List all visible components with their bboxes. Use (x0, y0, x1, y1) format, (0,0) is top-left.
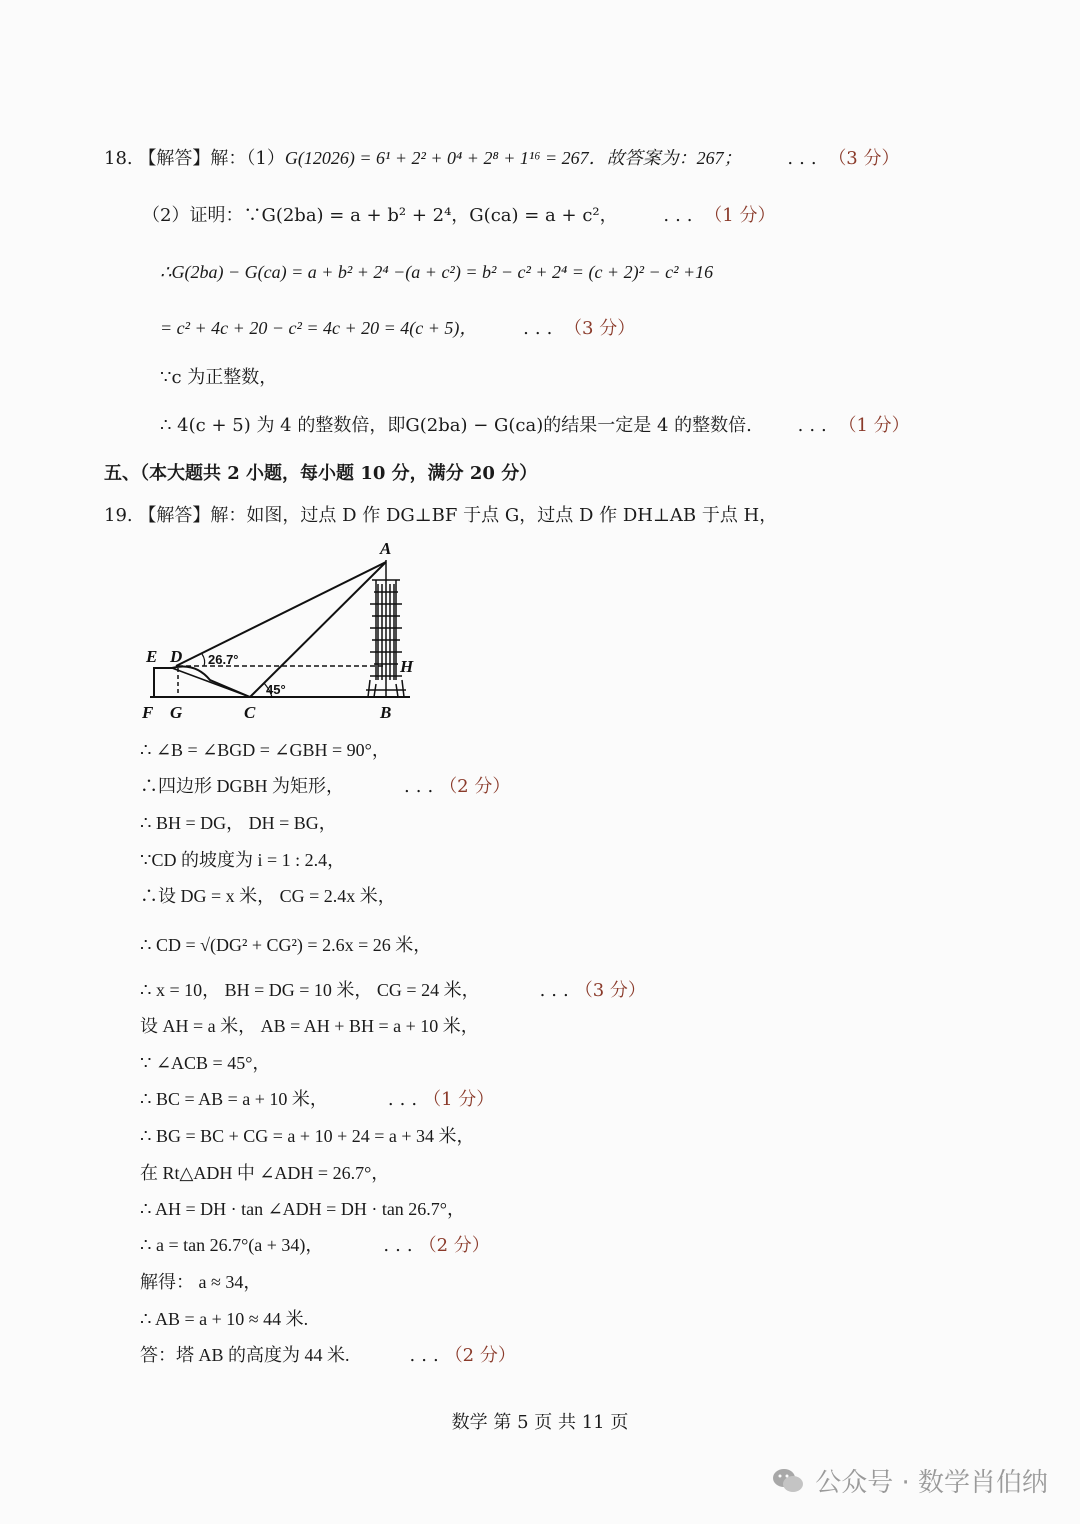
q18-score-4: （3 分） (564, 318, 636, 339)
q19-step (140, 1343, 516, 1368)
q19-step (140, 738, 390, 763)
q19-step (140, 933, 431, 958)
q19-step (140, 1270, 261, 1295)
q19-step (140, 1087, 494, 1112)
label-f: F (142, 703, 154, 720)
q19-step-dots: ... (404, 776, 440, 797)
q19-step (140, 884, 396, 909)
q19-step (140, 848, 345, 873)
q19-step-score: （2 分） (439, 776, 511, 797)
label-b: B (380, 703, 392, 720)
q18-score-6: （1 分） (838, 415, 910, 436)
q19-step-score: （3 分） (574, 980, 646, 1001)
q19-step (140, 1014, 479, 1039)
q19-step-dots: ... (383, 1235, 419, 1256)
q19-step (140, 811, 337, 836)
q19-step (140, 1161, 389, 1186)
q19-step-text: ∵CD 的坡度为 i = 1 : 2.4， (140, 850, 346, 870)
q19-step-score: （2 分） (444, 1345, 516, 1366)
q18-dots-2: ... (663, 205, 699, 226)
q18-number: 18. (104, 148, 133, 169)
q19-step-text: ∴ AH = DH · tan ∠ADH = DH · tan 26.7°， (140, 1199, 466, 1219)
q19-step (140, 1233, 490, 1258)
angle-arc-d (202, 654, 205, 666)
q19-step-text: ∴ AB = a + 10 ≈ 44 米. (140, 1309, 309, 1329)
section-5-title: 五、（本大题共 2 小题，每小题 10 分，满分 20 分） (104, 463, 538, 484)
q18-line-6 (160, 414, 910, 438)
q19-step (140, 1051, 270, 1076)
q19-step-text: ∴ a = tan 26.7°(a + 34)， (140, 1235, 324, 1255)
q19-step-text: ∴ BC = AB = a + 10 米， (140, 1089, 328, 1109)
q18-text-2: （2）证明：∵G(2ba) = a + b² + 2⁴，G(ca) = a + c²， (142, 205, 618, 226)
q18-expr-1: G(12026) = 6¹ + 2² + 0⁴ + 2⁸ + 1¹⁶ = 267．故答案为：267； (284, 148, 742, 168)
q18-line-5 (160, 366, 277, 390)
q19-step (140, 1307, 308, 1332)
angle-label-45: 45° (266, 682, 286, 697)
q18-text-3: ∴G(2ba) − G(ca) = a + b² + 2⁴ −(a + c²) = b² − c² + 2⁴ = (c + 2)² − c² +16 (160, 262, 714, 282)
q19-step-text: ∴ x = 10， BH = DG = 10 米， CG = 24 米， (140, 980, 480, 1000)
q19-step-text: ∴ BH = DG， DH = BG， (140, 813, 337, 833)
label-d: D (170, 647, 183, 666)
q18-text-5: ∵c 为正整数， (160, 367, 278, 388)
q18-text-6: ∴ 4(c + 5) 为 4 的整数倍，即G(2ba) − G(ca)的结果一定是 4 的整数倍. (160, 415, 752, 436)
q19-intro: 19. 【解答】解：如图，过点 D 作 DG⊥BF 于点 G，过点 D 作 DH⊥AB 于点 H， (104, 505, 778, 526)
q19-step-dots: ... (409, 1345, 445, 1366)
q18-line-1 (104, 146, 900, 171)
label-a: A (380, 540, 392, 558)
q19-step-score: （1 分） (423, 1089, 495, 1110)
q19-step-text: 设 AH = a 米， AB = AH + BH = a + 10 米， (140, 1016, 479, 1036)
q18-text-4: = c² + 4c + 20 − c² = 4c + 20 = 4(c + 5)， (160, 318, 478, 338)
q19-step-text: ∴设 DG = x 米， CG = 2.4x 米， (140, 886, 396, 906)
q19-step-text: 答：塔 AB 的高度为 44 米. (140, 1345, 350, 1365)
q19-step-dots: ... (539, 980, 575, 1001)
q18-label: 【解答】解：（1） (138, 148, 285, 169)
q19-step (140, 1197, 465, 1222)
q18-line-2 (142, 204, 775, 228)
q19-step (140, 774, 510, 799)
platform-edge (154, 668, 172, 697)
page-footer: 数学 第 5 页 共 11 页 (451, 1412, 629, 1433)
q18-line-3 (160, 260, 713, 285)
q19-step-text: ∴ CD = √(DG² + CG²) = 2.6x = 26 米， (140, 935, 432, 955)
q19-step-score: （2 分） (418, 1235, 490, 1256)
slope-line (172, 668, 250, 697)
q19-step-text: ∵ ∠ACB = 45°， (140, 1053, 271, 1073)
watermark (771, 1462, 1048, 1499)
q19-step (140, 978, 646, 1003)
q18-score-1: （3 分） (828, 148, 900, 169)
q19-step-text: 解得： a ≈ 34， (140, 1272, 262, 1292)
label-g: G (170, 703, 183, 720)
geometry-figure (140, 540, 440, 720)
q18-score-2: （1 分） (704, 205, 776, 226)
q18-line-4 (160, 316, 635, 341)
label-h: H (400, 657, 414, 676)
watermark-text: 公众号 · 数学肖伯纳 (815, 1468, 1048, 1498)
q19-step-text: ∴四边形 DGBH 为矩形， (140, 776, 345, 796)
q19-step-text: 在 Rt△ADH 中 ∠ADH = 26.7°， (140, 1163, 390, 1183)
angle-label-267: 26.7° (208, 652, 239, 667)
q19-step-text: ∴ BG = BC + CG = a + 10 + 24 = a + 34 米， (140, 1126, 475, 1146)
q19-step (140, 1124, 475, 1149)
q19-step-text: ∴ ∠B = ∠BGD = ∠GBH = 90°， (140, 740, 390, 760)
q18-dots-1: ... (787, 148, 823, 169)
label-c: C (244, 703, 256, 720)
line-ca (250, 562, 386, 697)
line-da (176, 562, 386, 666)
q18-dots-4: ... (523, 318, 559, 339)
q18-dots-6: ... (797, 415, 833, 436)
q19-step-dots: ... (387, 1089, 424, 1110)
label-e: E (146, 647, 158, 666)
wechat-icon (771, 1467, 805, 1495)
